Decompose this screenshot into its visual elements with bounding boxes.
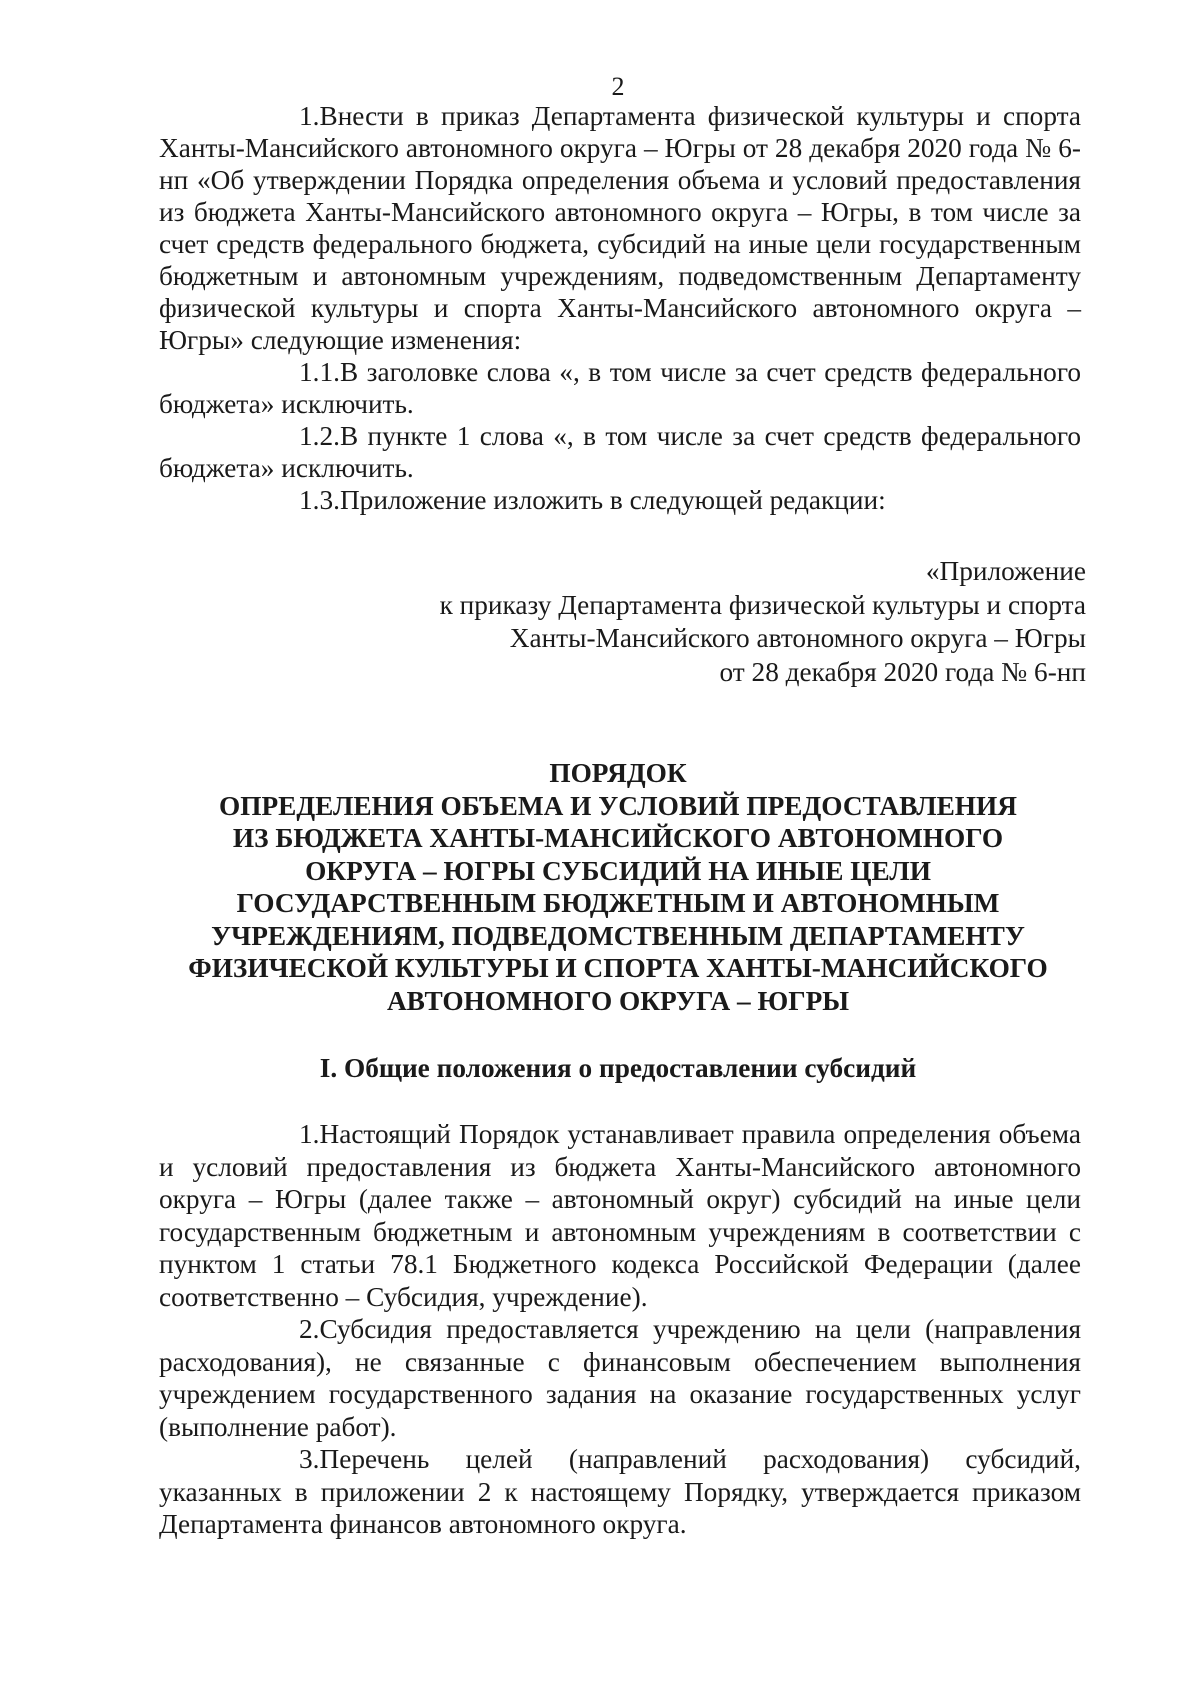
paragraph-text: В заголовке слова «, в том числе за счет средств федерального бюджета» исключить. bbox=[159, 357, 1081, 419]
title-line: УЧРЕЖДЕНИЯМ, ПОДВЕДОМСТВЕННЫМ ДЕПАРТАМЕНТУ bbox=[211, 920, 1025, 951]
section-heading: I. Общие положения о предоставлении субсидий bbox=[319, 1053, 917, 1083]
paragraph-text: Внести в приказ Департамента физической культуры и спорта Ханты-Мансийского автономного округа – Югры от 28 декабря 2020 года № 6-нп «Об утверждении Порядка определения объема и условий предоставления из бюджета Ханты-Мансийского автономного округа – Югры, в том числе за счет средств федерального бюджета, субсидий на иные цели государственным бюджетным и автономным учреждениям, подведомственным Департаменту физической культуры и спорта Ханты-Мансийского автономного округа – Югры» следующие изменения: bbox=[159, 101, 1081, 355]
page-number: 2 bbox=[611, 72, 625, 101]
section-paragraph-3 bbox=[159, 1443, 1081, 1541]
paragraph-text: Субсидия предоставляется учреждению на цели (направления расходования), не связанные с финансовым обеспечением выполнения учреждением государственного задания на оказание государственных услуг (выполнение работ). bbox=[159, 1314, 1081, 1442]
paragraph-number: 1.1. bbox=[299, 357, 340, 387]
paragraph-number: 3. bbox=[299, 1444, 320, 1474]
title-line: ФИЗИЧЕСКОЙ КУЛЬТУРЫ И СПОРТА ХАНТЫ-МАНСИЙСКОГО bbox=[188, 953, 1048, 983]
paragraph-number: 1. bbox=[299, 101, 320, 131]
paragraph-text: Настоящий Порядок устанавливает правила определения объема и условий предоставления из бюджета Ханты-Мансийского автономного округа – Югры (далее также – автономный округ) субсидий на иные цели государственным бюджетным и автономным учреждениям в соответствии с пунктом 1 статьи 78.1 Бюджетного кодекса Российской Федерации (далее соответственно – Субсидия, учреждение). bbox=[159, 1119, 1081, 1312]
amendment-item-1-2 bbox=[159, 420, 1081, 484]
paragraph-text: Перечень целей (направлений расходования) субсидий, указанных в приложении 2 к настоящему Порядку, утверждается приказом Департамента финансов автономного округа. bbox=[159, 1444, 1081, 1539]
title-line: ГОСУДАРСТВЕННЫМ БЮДЖЕТНЫМ И АВТОНОМНЫМ bbox=[236, 888, 1000, 918]
title-line: ИЗ БЮДЖЕТА ХАНТЫ-МАНСИЙСКОГО АВТОНОМНОГО bbox=[232, 823, 1004, 853]
paragraph-text: В пункте 1 слова «, в том числе за счет средств федерального бюджета» исключить. bbox=[159, 421, 1081, 483]
appendix-reference bbox=[440, 555, 1086, 689]
title-line: ОКРУГА – ЮГРЫ СУБСИДИЙ НА ИНЫЕ ЦЕЛИ bbox=[305, 855, 931, 886]
title-line: ПОРЯДОК bbox=[549, 758, 687, 788]
title-line: ОПРЕДЕЛЕНИЯ ОБЪЕМА И УСЛОВИЙ ПРЕДОСТАВЛЕНИЯ bbox=[219, 790, 1017, 821]
amendments-block bbox=[159, 100, 1081, 516]
appendix-line: Ханты-Мансийского автономного округа – Югры bbox=[509, 623, 1086, 653]
paragraph-number: 1.3. bbox=[299, 485, 340, 515]
paragraph-text: Приложение изложить в следующей редакции: bbox=[339, 485, 886, 515]
section-paragraph-2 bbox=[159, 1313, 1081, 1443]
paragraph-number: 1.2. bbox=[299, 421, 340, 451]
title-line: АВТОНОМНОГО ОКРУГА – ЮГРЫ bbox=[386, 985, 850, 1016]
amendment-item-1-3 bbox=[159, 484, 1081, 516]
paragraph-number: 1. bbox=[299, 1119, 320, 1149]
section-body bbox=[159, 1118, 1081, 1541]
section-paragraph-1 bbox=[159, 1118, 1081, 1313]
amendment-intro-paragraph bbox=[159, 100, 1081, 356]
amendment-item-1-1 bbox=[159, 356, 1081, 420]
appendix-line: от 28 декабря 2020 года № 6-нп bbox=[719, 656, 1086, 687]
document-title bbox=[0, 757, 1200, 1017]
appendix-line: «Приложение bbox=[925, 556, 1086, 586]
paragraph-number: 2. bbox=[299, 1314, 320, 1344]
appendix-line: к приказу Департамента физической культуры и спорта bbox=[439, 589, 1086, 620]
